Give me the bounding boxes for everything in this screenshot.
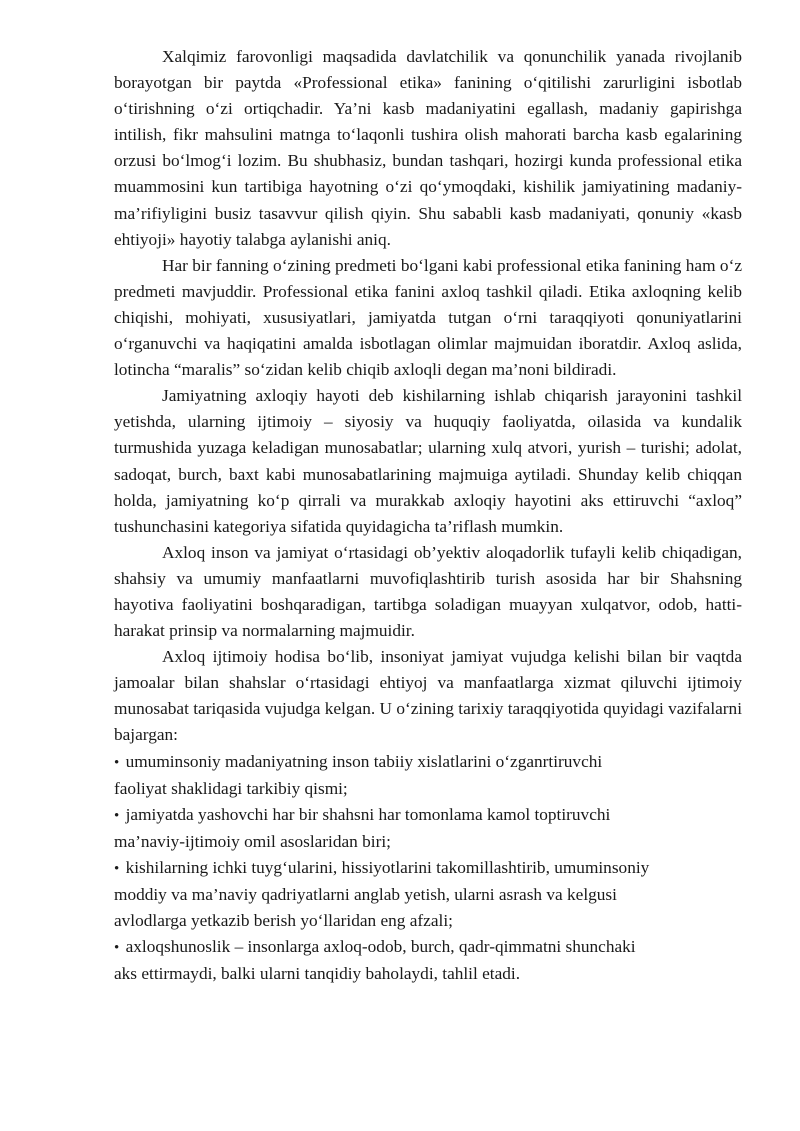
bullet-line: jamiyatda yashovchi har bir shahsni har tomonlama kamol toptiruvchi xyxy=(125,804,611,824)
bullet-line: umuminsoniy madaniyatning inson tabiiy xislatlarini o‘zganrtiruvchi xyxy=(125,751,603,771)
bullet-item-4 xyxy=(114,934,742,987)
paragraph-4: Axloq inson va jamiyat o‘rtasidagi ob’yektiv aloqadorlik tufayli kelib chiqadigan, shahsiy va umumiy manfaatlarni muvofiqlashtirib turish asosida har bir Shahsning hayotiva faoliyatini boshqaradigan, tartibga soladigan muayyan xulqatvor, odob, hatti-harakat prinsip va normalarning majmuidir. xyxy=(114,542,742,641)
bullet-line: axloqshunoslik – insonlarga axloq-odob, burch, qadr-qimmatni shunchaki xyxy=(125,937,636,957)
bullet-line: kishilarning ichki tuyg‘ularini, hissiyotlarini takomillashtirib, umuminsoniy xyxy=(125,857,650,877)
bullet-icon: • xyxy=(114,807,120,824)
bullet-line: moddiy va ma’naviy qadriyatlarni anglab yetish, ularni asrash va kelgusi xyxy=(114,885,617,904)
bullet-line: faoliyat shaklidagi tarkibiy qismi; xyxy=(114,778,348,798)
bullet-item-1 xyxy=(114,749,742,802)
paragraph-5: Axloq ijtimoiy hodisa bo‘lib, insoniyat jamiyat vujudga kelishi bilan bir vaqtda jamoalar bilan shahslar o‘rtasidagi ehtiyoj va manfaatlarga xizmat qiluvchi ijtimoiy munosabat tariqasida vujudga kelgan. U o‘zining tarixiy taraqqiyotida quyidagi vazifalarni bajargan: xyxy=(114,647,742,745)
paragraph-2: Har bir fanning o‘zining predmeti bo‘lgani kabi professional etika fanining ham o‘z predmeti mavjuddir. Professional etika fanini axloq tashkil qiladi. Etika axloqning kelib chiqishi, mohiyati, xususiyatlari, jamiyatda tutgan o‘rni taraqqiyoti qonuniyatlarini o‘rganuvchi va haqiqatini amalda isbotlagan olimlar majmuidan iboratdir. Axloq aslida, lotincha “maralis” so‘zidan kelib chiqib axloqli degan ma’noni bildiradi. xyxy=(114,255,742,380)
bullet-icon: • xyxy=(114,940,120,957)
bullet-line: aks ettirmaydi, balki ularni tanqidiy baholaydi, tahlil etadi. xyxy=(114,964,521,984)
bullet-icon: • xyxy=(114,754,120,771)
bullet-item-2 xyxy=(114,802,742,855)
paragraph-1: Xalqimiz farovonligi maqsadida davlatchilik va qonunchilik yanada rivojlanib borayotgan bir paytda «Professional etika» fanining o‘qitilishi zarurligini isbotlab o‘tirishning o‘zi ortiqchadir. Ya’ni kasb madaniyatini egallash, madaniy gapirishga intilish, fikr mahsulini matnga to‘laqonli tushira olish mahorati barcha kasb egalarining orzusi bo‘lmog‘i lozim. Bu shubhasiz, bundan tashqari, hozirgi kunda professional etika muammosini kun tartibiga hayotning o‘zi qo‘ymoqdaki, kishilik jamiyatining madaniy-ma’rifiyligini busiz tasavvur qilish qiyin. Shu sababli kasb madaniyati, qonuniy «kasb ehtiyoji» hayotiy talabga aylanishi aniq. xyxy=(114,47,742,249)
document-page xyxy=(114,44,742,987)
bullet-icon: • xyxy=(114,860,120,877)
paragraph-3: Jamiyatning axloqiy hayoti deb kishilarning ishlab chiqarish jarayonini tashkil yetishda, ularning ijtimoiy – siyosiy va huquqiy faoliyatda, oilasida va kundalik turmushida yuzaga keladigan munosabatlar; ularning xulq atvori, yurish – turishi; adolat, sadoqat, burch, baxt kabi munosabatlarining majmuiga aytiladi. Shunday kelib chiqqan holda, jamiyatning ko‘p qirrali va murakkab axloqiy hayotini aks ettiruvchi “axloq” tushunchasini kategoriya sifatida quyidagicha ta’riflash mumkin. xyxy=(114,386,742,536)
bullet-item-3 xyxy=(114,855,742,934)
bullet-line: avlodlarga yetkazib berish yo‘llaridan eng afzali; xyxy=(114,911,453,931)
bullet-line: ma’naviy-ijtimoiy omil asoslaridan biri; xyxy=(114,831,391,851)
